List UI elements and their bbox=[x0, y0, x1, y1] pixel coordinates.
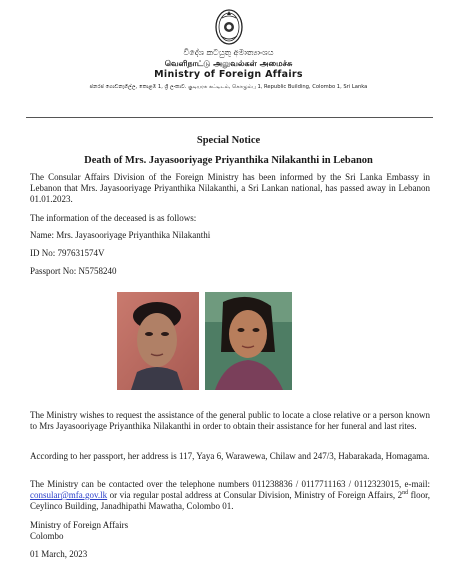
ministry-name-english: Ministry of Foreign Affairs bbox=[154, 69, 303, 80]
ministry-name-sinhala: විදේශ කටයුතු අමාත්‍යාංශය bbox=[183, 48, 274, 57]
ministry-name-tamil: வெளிநாட்டு அலுவல்கள் அமைச்சு bbox=[164, 59, 293, 68]
signoff bbox=[30, 520, 430, 542]
address-paragraph: According to her passport, her address is 117, Yaya 6, Warawewa, Chilaw and 247/3, Habarakada, Homagama. bbox=[30, 451, 430, 461]
deceased-photo-portrait bbox=[117, 292, 199, 390]
email-link[interactable]: consular@mfa.gov.lk bbox=[30, 490, 108, 500]
notice-heading: Death of Mrs. Jayasooriyage Priyanthika Nilakanthi in Lebanon bbox=[84, 155, 373, 166]
signoff-city: Colombo bbox=[30, 531, 64, 541]
letterhead-divider bbox=[26, 117, 433, 118]
deceased-name: Name: Mrs. Jayasooriyage Priyanthika Nilakanthi bbox=[30, 230, 211, 240]
deceased-photo-candid bbox=[205, 292, 292, 390]
notice-date: 01 March, 2023 bbox=[30, 549, 88, 559]
info-lead: The information of the deceased is as follows: bbox=[30, 213, 197, 223]
contact-paragraph bbox=[30, 479, 430, 512]
ministry-address: ජනරජ ගොඩනැගිල්ල, කොළඹ 1, ශ්‍රී ලංකාව. குடியரசு கட்டிடம், கொழும்பு 1, Republic Building, Colombo 1, Sri Lanka bbox=[89, 84, 368, 90]
signoff-ministry: Ministry of Foreign Affairs bbox=[30, 520, 129, 530]
floor-ordinal: nd bbox=[402, 490, 409, 496]
contact-text-mid: or via regular postal address at Consular Division, Ministry of Foreign Affairs, 2 bbox=[107, 490, 403, 500]
notice-title: Special Notice bbox=[196, 135, 261, 146]
deceased-passport: Passport No: N5758240 bbox=[30, 266, 117, 276]
deceased-id: ID No: 797631574V bbox=[30, 248, 105, 258]
national-emblem-icon bbox=[214, 8, 244, 46]
contact-text-start: The Ministry can be contacted over the telephone numbers 011238836 / 0117711163 / 0112323015, e-mail: bbox=[30, 479, 430, 489]
intro-paragraph: The Consular Affairs Division of the Foreign Ministry has been informed by the Sri Lanka Embassy in Lebanon that Mrs. Jayasooriyage Priyanthika Nilakanthi, a Sri Lankan national, has passed away in Lebanon 01.01.2023. bbox=[30, 172, 430, 204]
letterhead bbox=[0, 8, 457, 92]
request-paragraph: The Ministry wishes to request the assistance of the general public to locate a close relative or a person known to Mrs Jayasooriyage Priyanthika Nilakanthi in order to obtain their assistance for her funeral and last rites. bbox=[30, 410, 430, 431]
contact-text-end: floor, Ceylinco Building, Janadhipathi Mawatha, Colombo 01. bbox=[30, 490, 430, 511]
